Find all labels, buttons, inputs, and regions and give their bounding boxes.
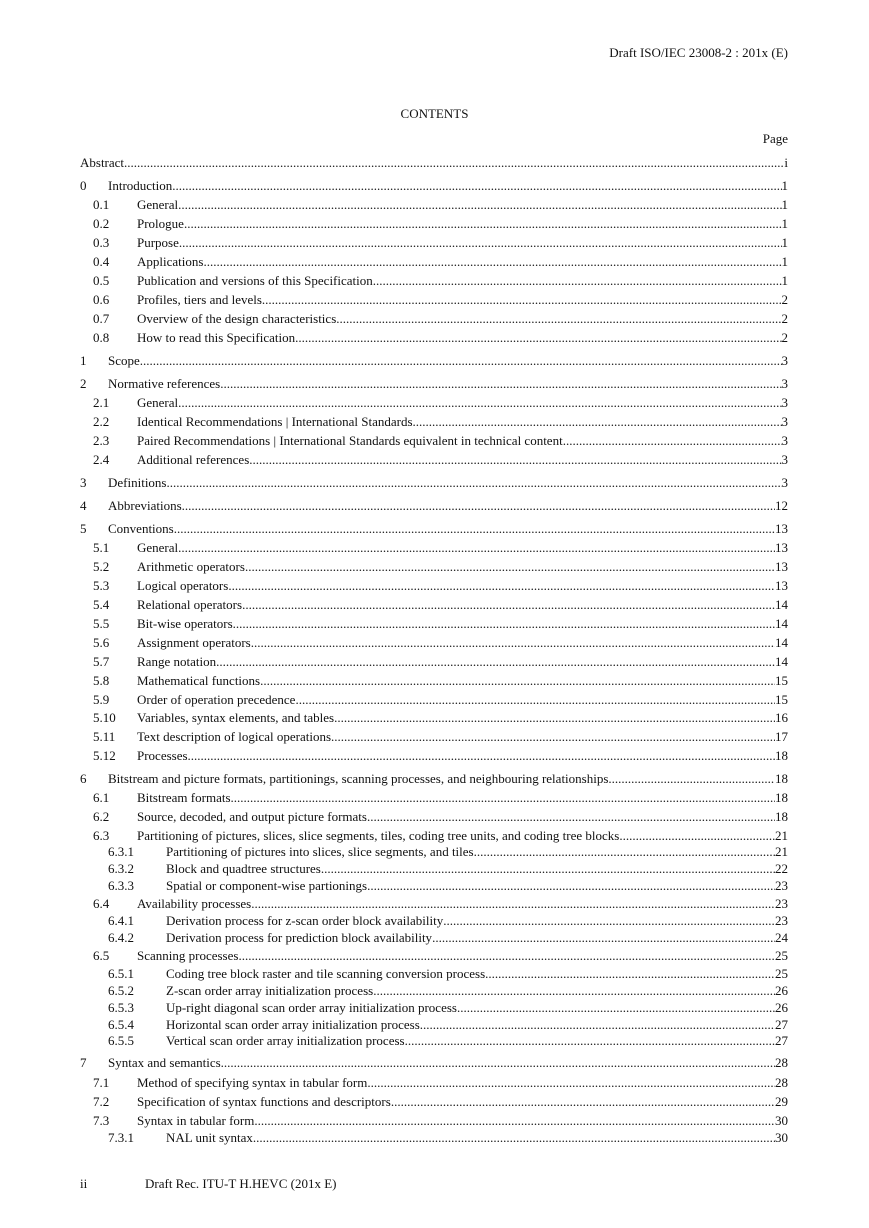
toc-entry-number: 5.8 bbox=[93, 673, 110, 688]
toc-entry-number: 0 bbox=[80, 178, 87, 193]
toc-entry-number: 6.4.2 bbox=[108, 930, 134, 945]
toc-entry-page: 30 bbox=[775, 1113, 788, 1128]
dot-leader bbox=[413, 414, 782, 430]
toc-entry-number: 6.5 bbox=[93, 948, 110, 963]
toc-entry-number: 7 bbox=[80, 1055, 87, 1070]
toc-entry-title: Paired Recommendations | International Standards equivalent in technical content bbox=[137, 433, 563, 448]
dot-leader bbox=[367, 878, 775, 894]
toc-entry-number: 0.8 bbox=[93, 330, 110, 345]
toc-entry-page: 16 bbox=[775, 710, 788, 725]
dot-leader bbox=[405, 1033, 775, 1049]
toc-entry-page: 13 bbox=[775, 559, 788, 574]
toc-entry-number: 6.3.3 bbox=[108, 878, 134, 893]
toc-entry-number: 6.5.3 bbox=[108, 1000, 134, 1015]
toc-entry-title: Variables, syntax elements, and tables bbox=[137, 710, 335, 725]
toc-entry-number: 3 bbox=[80, 475, 87, 490]
dot-leader bbox=[391, 1094, 775, 1110]
toc-entry-number: 5.10 bbox=[93, 710, 116, 725]
toc-entry-number: 5.2 bbox=[93, 559, 110, 574]
toc-entry-title: Partitioning of pictures, slices, slice segments, tiles, coding tree units, and coding tree blocks bbox=[137, 828, 620, 843]
toc-entry-title: Syntax in tabular form bbox=[137, 1113, 255, 1128]
toc-entry-number: 2.3 bbox=[93, 433, 110, 448]
dot-leader bbox=[367, 1075, 775, 1091]
toc-entry-title: Logical operators bbox=[137, 578, 229, 593]
toc-entry[interactable] bbox=[80, 844, 788, 860]
toc-entry-page: 1 bbox=[781, 216, 788, 231]
toc-entry[interactable] bbox=[80, 178, 788, 194]
toc-entry-number: 0.4 bbox=[93, 254, 110, 269]
footer bbox=[80, 1176, 336, 1192]
dot-leader bbox=[474, 844, 775, 860]
toc-entry-title: Up-right diagonal scan order array initialization process bbox=[166, 1000, 457, 1015]
toc-entry[interactable] bbox=[80, 1075, 788, 1091]
toc-entry-number: 5.3 bbox=[93, 578, 110, 593]
toc-entry-page: 14 bbox=[775, 597, 788, 612]
dot-leader bbox=[245, 559, 775, 575]
toc-entry[interactable] bbox=[80, 771, 788, 787]
toc-entry[interactable] bbox=[80, 878, 788, 894]
toc-entry-page: 1 bbox=[781, 235, 788, 250]
toc-entry[interactable] bbox=[80, 521, 788, 537]
toc-entry[interactable] bbox=[80, 1033, 788, 1049]
toc-entry-page: 26 bbox=[775, 1000, 788, 1015]
toc-entry[interactable] bbox=[80, 1017, 788, 1033]
toc-entry-number: 7.3.1 bbox=[108, 1130, 134, 1145]
toc-entry[interactable] bbox=[80, 353, 788, 369]
toc-entry[interactable] bbox=[80, 311, 788, 327]
toc-entry-number: 2.1 bbox=[93, 395, 110, 410]
dot-leader bbox=[179, 235, 782, 251]
dot-leader bbox=[373, 273, 782, 289]
toc-entry-title: Introduction bbox=[108, 178, 173, 193]
toc-entry-page: 27 bbox=[775, 1033, 788, 1048]
toc-entry-title: Identical Recommendations | International Standards bbox=[137, 414, 413, 429]
toc-entry[interactable] bbox=[80, 710, 788, 726]
dot-leader bbox=[367, 809, 775, 825]
toc-entry-number: 6.3 bbox=[93, 828, 110, 843]
toc-entry[interactable] bbox=[80, 540, 788, 556]
toc-entry[interactable] bbox=[80, 748, 788, 764]
toc-entry-title: Arithmetic operators bbox=[137, 559, 245, 574]
dot-leader bbox=[184, 216, 782, 232]
dot-leader bbox=[242, 597, 775, 613]
toc-entry-page: 2 bbox=[781, 311, 788, 326]
toc-entry[interactable] bbox=[80, 498, 788, 514]
toc-entry[interactable] bbox=[80, 1094, 788, 1110]
toc-entry-page: 14 bbox=[775, 654, 788, 669]
toc-entry-title: Conventions bbox=[108, 521, 174, 536]
toc-entry[interactable] bbox=[80, 1113, 788, 1129]
toc-entry-page: 18 bbox=[775, 748, 788, 763]
toc-entry-title: Mathematical functions bbox=[137, 673, 261, 688]
toc-entry-page: 1 bbox=[781, 178, 788, 193]
toc-entry[interactable] bbox=[80, 809, 788, 825]
toc-entry-title: Text description of logical operations bbox=[137, 729, 332, 744]
toc-entry[interactable] bbox=[80, 197, 788, 213]
toc-entry-title: Syntax and semantics bbox=[108, 1055, 221, 1070]
toc-entry[interactable] bbox=[80, 913, 788, 929]
toc-entry[interactable] bbox=[80, 273, 788, 289]
toc-entry[interactable] bbox=[80, 376, 788, 392]
toc-entry-page: 13 bbox=[775, 521, 788, 536]
toc-entry-number: 0.6 bbox=[93, 292, 110, 307]
toc-entry[interactable] bbox=[80, 861, 788, 877]
toc-entry-page: 3 bbox=[781, 414, 788, 429]
toc-entry-page: 3 bbox=[781, 353, 788, 368]
dot-leader bbox=[457, 1000, 775, 1016]
toc-entry-page: 25 bbox=[775, 948, 788, 963]
dot-leader bbox=[228, 578, 775, 594]
toc-entry-number: 6.4 bbox=[93, 896, 110, 911]
toc-entry-title: Derivation process for z-scan order block availability bbox=[166, 913, 444, 928]
dot-leader bbox=[420, 1017, 775, 1033]
toc-entry[interactable] bbox=[80, 983, 788, 999]
toc-entry[interactable] bbox=[80, 254, 788, 270]
dot-leader bbox=[608, 771, 775, 787]
dot-leader bbox=[178, 197, 781, 213]
toc-entry[interactable] bbox=[80, 1000, 788, 1016]
toc-entry-page: 2 bbox=[781, 292, 788, 307]
dot-leader bbox=[262, 292, 782, 308]
toc-entry-number: 0.2 bbox=[93, 216, 110, 231]
toc-entry-page: 15 bbox=[775, 692, 788, 707]
toc-entry-number: 2.4 bbox=[93, 452, 110, 467]
toc-entry-title: Source, decoded, and output picture formats bbox=[137, 809, 367, 824]
toc-entry-page: 3 bbox=[781, 376, 788, 391]
toc-entry[interactable] bbox=[80, 597, 788, 613]
toc-entry-page: 13 bbox=[775, 540, 788, 555]
dot-leader bbox=[220, 376, 781, 392]
contents-title: CONTENTS bbox=[400, 106, 469, 121]
toc-entry[interactable] bbox=[80, 790, 788, 806]
dot-leader bbox=[140, 353, 782, 369]
toc-entry-number: 6.5.2 bbox=[108, 983, 134, 998]
dot-leader bbox=[172, 178, 781, 194]
toc-entry-title: Method of specifying syntax in tabular form bbox=[137, 1075, 368, 1090]
toc-entry-title: Additional references bbox=[137, 452, 250, 467]
toc-entry-page: 14 bbox=[775, 635, 788, 650]
dot-leader bbox=[124, 155, 784, 171]
toc-entry-title: Order of operation precedence bbox=[137, 692, 296, 707]
page-column-label: Page bbox=[762, 131, 788, 146]
toc-entry-title: Purpose bbox=[137, 235, 179, 250]
toc-entry-page: 1 bbox=[781, 197, 788, 212]
toc-entry-page: 18 bbox=[775, 771, 788, 786]
toc-entry-number: 5.9 bbox=[93, 692, 110, 707]
toc-entry-page: 12 bbox=[775, 498, 788, 513]
toc-entry[interactable] bbox=[80, 1130, 788, 1146]
toc-entry[interactable] bbox=[80, 559, 788, 575]
toc-entry[interactable] bbox=[80, 673, 788, 689]
footer-page-number: ii bbox=[80, 1176, 88, 1191]
toc-entry-number: 1 bbox=[80, 353, 87, 368]
dot-leader bbox=[619, 828, 775, 844]
dot-leader bbox=[203, 254, 781, 270]
toc-entry[interactable] bbox=[80, 896, 788, 912]
toc-entry-number: 5.11 bbox=[93, 729, 116, 744]
toc-entry-number: 6.2 bbox=[93, 809, 110, 824]
toc-entry-page: 3 bbox=[781, 475, 788, 490]
toc-entry[interactable] bbox=[80, 654, 788, 670]
toc-entry-page: 23 bbox=[775, 913, 788, 928]
toc-entry-page: 17 bbox=[775, 729, 788, 744]
dot-leader bbox=[188, 748, 775, 764]
toc-entry-title: Profiles, tiers and levels bbox=[137, 292, 262, 307]
toc-entry-title: Bit-wise operators bbox=[137, 616, 233, 631]
toc-entry-number: 6.3.1 bbox=[108, 844, 134, 859]
toc-entry-title: Abbreviations bbox=[108, 498, 182, 513]
toc-entry-title: Partitioning of pictures into slices, slice segments, and tiles bbox=[166, 844, 474, 859]
toc-entry[interactable] bbox=[80, 692, 788, 708]
toc-entry-number: 4 bbox=[80, 498, 87, 513]
toc-entry-number: 0.5 bbox=[93, 273, 110, 288]
dot-leader bbox=[233, 616, 775, 632]
toc-entry-page: i bbox=[784, 155, 788, 170]
toc-entry-page: 14 bbox=[775, 616, 788, 631]
dot-leader bbox=[321, 861, 775, 877]
toc-entry[interactable] bbox=[80, 948, 788, 964]
toc-entry-number: 2.2 bbox=[93, 414, 110, 429]
toc-entry-number: 5.5 bbox=[93, 616, 110, 631]
dot-leader bbox=[432, 930, 775, 946]
toc-entry-title: Definitions bbox=[108, 475, 167, 490]
toc-entry-title: Overview of the design characteristics bbox=[137, 311, 337, 326]
toc-entry-number: 5 bbox=[80, 521, 87, 536]
dot-leader bbox=[485, 966, 775, 982]
toc-entry-title: Abstract bbox=[80, 155, 125, 170]
toc-entry-page: 27 bbox=[775, 1017, 788, 1032]
dot-leader bbox=[174, 521, 775, 537]
running-header: Draft ISO/IEC 23008-2 : 201x (E) bbox=[609, 45, 788, 60]
dot-leader bbox=[178, 540, 775, 556]
toc-entry-number: 0.3 bbox=[93, 235, 110, 250]
toc-entry[interactable] bbox=[80, 395, 788, 411]
toc-entry-page: 1 bbox=[781, 273, 788, 288]
toc-entry-title: Specification of syntax functions and descriptors bbox=[137, 1094, 391, 1109]
toc-entry-page: 30 bbox=[775, 1130, 788, 1145]
toc-entry-title: Scanning processes bbox=[137, 948, 239, 963]
toc-entry[interactable] bbox=[80, 729, 788, 745]
toc-entry-title: Spatial or component-wise partionings bbox=[166, 878, 368, 893]
toc-entry-title: General bbox=[137, 540, 179, 555]
dot-leader bbox=[167, 475, 782, 491]
toc-entry-page: 22 bbox=[775, 861, 788, 876]
toc-entry[interactable] bbox=[80, 330, 788, 346]
toc-entry-number: 0.7 bbox=[93, 311, 110, 326]
toc-entry-page: 15 bbox=[775, 673, 788, 688]
toc-entry-title: Z-scan order array initialization process bbox=[166, 983, 374, 998]
dot-leader bbox=[295, 330, 781, 346]
toc-entry[interactable] bbox=[80, 930, 788, 946]
toc-entry[interactable] bbox=[80, 1055, 788, 1071]
toc-entry[interactable] bbox=[80, 452, 788, 468]
dot-leader bbox=[563, 433, 782, 449]
toc-entry[interactable] bbox=[80, 966, 788, 982]
dot-leader bbox=[254, 1113, 775, 1129]
toc-entry-number: 5.4 bbox=[93, 597, 110, 612]
dot-leader bbox=[373, 983, 775, 999]
toc-entry-page: 21 bbox=[775, 828, 788, 843]
toc-entry-page: 3 bbox=[781, 395, 788, 410]
toc-entry[interactable] bbox=[80, 292, 788, 308]
dot-leader bbox=[238, 948, 775, 964]
dot-leader bbox=[249, 452, 781, 468]
dot-leader bbox=[251, 896, 775, 912]
toc-entry-number: 6.4.1 bbox=[108, 913, 134, 928]
toc-entry-title: Scope bbox=[108, 353, 140, 368]
toc-entry-page: 18 bbox=[775, 790, 788, 805]
toc-entry[interactable] bbox=[80, 414, 788, 430]
dot-leader bbox=[295, 692, 775, 708]
toc-entry-page: 25 bbox=[775, 966, 788, 981]
toc-entry[interactable] bbox=[80, 155, 788, 171]
toc-entry-number: 5.12 bbox=[93, 748, 116, 763]
dot-leader bbox=[221, 1055, 775, 1071]
toc-entry-page: 29 bbox=[775, 1094, 788, 1109]
toc-entry[interactable] bbox=[80, 216, 788, 232]
dot-leader bbox=[336, 311, 781, 327]
dot-leader bbox=[178, 395, 781, 411]
toc-entry-title: Applications bbox=[137, 254, 204, 269]
toc-entry-number: 5.7 bbox=[93, 654, 110, 669]
toc-entry-number: 0.1 bbox=[93, 197, 110, 212]
toc-entry-page: 23 bbox=[775, 878, 788, 893]
toc-entry-page: 24 bbox=[775, 930, 788, 945]
toc-entry-page: 2 bbox=[781, 330, 788, 345]
toc-entry-page: 28 bbox=[775, 1055, 788, 1070]
toc-entry-page: 26 bbox=[775, 983, 788, 998]
toc-entry-title: Bitstream and picture formats, partitionings, scanning processes, and neighbouring relationships bbox=[108, 771, 609, 786]
toc-entry-title: Availability processes bbox=[137, 896, 252, 911]
toc-entry-title: NAL unit syntax bbox=[166, 1130, 253, 1145]
toc-entry-page: 18 bbox=[775, 809, 788, 824]
toc-entry-title: Coding tree block raster and tile scanning conversion process bbox=[166, 966, 486, 981]
toc-entry-page: 21 bbox=[775, 844, 788, 859]
toc-entry-number: 7.2 bbox=[93, 1094, 110, 1109]
toc-entry-title: Block and quadtree structures bbox=[166, 861, 321, 876]
dot-leader bbox=[251, 635, 775, 651]
toc-entry-number: 6.5.1 bbox=[108, 966, 134, 981]
toc-entry-number: 6.5.5 bbox=[108, 1033, 134, 1048]
dot-leader bbox=[231, 790, 775, 806]
toc-entry-page: 3 bbox=[781, 433, 788, 448]
toc-entry-page: 23 bbox=[775, 896, 788, 911]
toc-entry-number: 6.5.4 bbox=[108, 1017, 134, 1032]
toc-entry-number: 7.1 bbox=[93, 1075, 110, 1090]
toc-entry-title: Relational operators bbox=[137, 597, 243, 612]
dot-leader bbox=[443, 913, 775, 929]
toc-entry-number: 6.3.2 bbox=[108, 861, 134, 876]
toc-entry-number: 6 bbox=[80, 771, 87, 786]
toc-entry-number: 6.1 bbox=[93, 790, 110, 805]
footer-text: Draft Rec. ITU-T H.HEVC (201x E) bbox=[145, 1176, 337, 1191]
dot-leader bbox=[331, 729, 775, 745]
toc-entry[interactable] bbox=[80, 433, 788, 449]
dot-leader bbox=[253, 1130, 775, 1146]
toc-entry-page: 28 bbox=[775, 1075, 788, 1090]
toc-entry-title: How to read this Specification bbox=[137, 330, 296, 345]
toc-entry-title: General bbox=[137, 395, 179, 410]
toc-entry[interactable] bbox=[80, 235, 788, 251]
toc-entry-page: 3 bbox=[781, 452, 788, 467]
toc-entry-number: 5.6 bbox=[93, 635, 110, 650]
toc-entry[interactable] bbox=[80, 828, 788, 844]
toc-entry-title: Derivation process for prediction block availability bbox=[166, 930, 433, 945]
toc-entry-title: Horizontal scan order array initialization process bbox=[166, 1017, 420, 1032]
toc-entry-title: Bitstream formats bbox=[137, 790, 231, 805]
toc-entry-title: Assignment operators bbox=[137, 635, 251, 650]
toc-entry-title: Normative references bbox=[108, 376, 221, 391]
dot-leader bbox=[260, 673, 775, 689]
toc-entry-number: 2 bbox=[80, 376, 87, 391]
toc-entry-title: Range notation bbox=[137, 654, 217, 669]
toc-entry-number: 5.1 bbox=[93, 540, 110, 555]
toc-entry[interactable] bbox=[80, 475, 788, 491]
toc-entry[interactable] bbox=[80, 578, 788, 594]
toc-entry-title: Processes bbox=[137, 748, 188, 763]
toc-entry[interactable] bbox=[80, 635, 788, 651]
toc-entry[interactable] bbox=[80, 616, 788, 632]
toc-entry-title: Prologue bbox=[137, 216, 184, 231]
dot-leader bbox=[182, 498, 775, 514]
toc-entry-page: 13 bbox=[775, 578, 788, 593]
toc-entry-number: 7.3 bbox=[93, 1113, 110, 1128]
dot-leader bbox=[216, 654, 775, 670]
toc-entry-title: Publication and versions of this Specification bbox=[137, 273, 373, 288]
toc-entry-page: 1 bbox=[781, 254, 788, 269]
toc-entry-title: General bbox=[137, 197, 179, 212]
dot-leader bbox=[334, 710, 775, 726]
toc-entry-title: Vertical scan order array initialization process bbox=[166, 1033, 405, 1048]
